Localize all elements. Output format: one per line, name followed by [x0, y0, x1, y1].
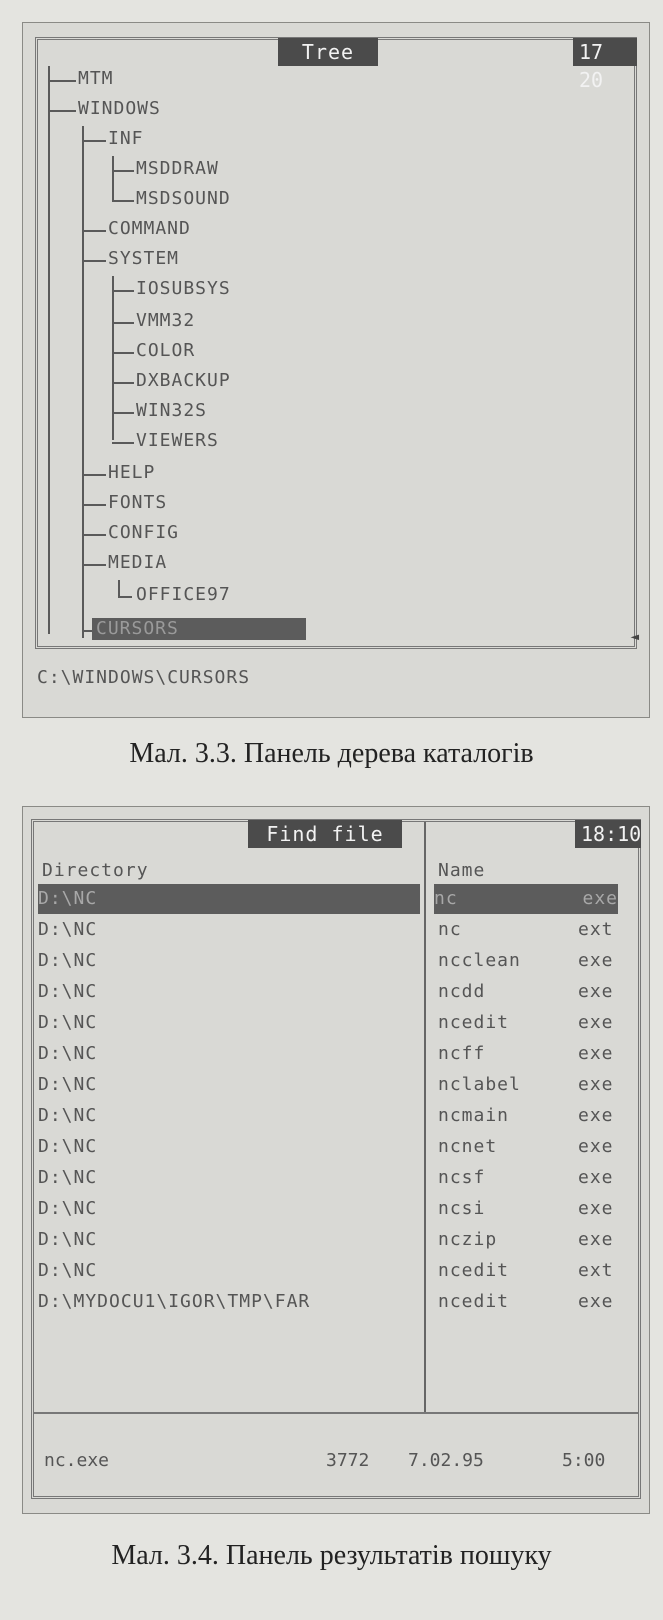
find-title: Find file: [248, 820, 402, 848]
footer-divider: [34, 1412, 638, 1414]
find-frame: [31, 819, 641, 1499]
tree-panel: [22, 22, 650, 718]
directory-column-header: Directory: [42, 860, 149, 881]
result-extension: exe: [578, 1291, 614, 1312]
result-directory: D:\MYDOCU1\IGOR\TMP\FAR: [38, 1291, 311, 1312]
tree-node-iosubsys[interactable]: IOSUBSYS: [136, 278, 231, 299]
result-directory: D:\NC: [38, 919, 98, 940]
tree-line: [112, 290, 134, 292]
result-row[interactable]: [34, 1039, 638, 1069]
result-directory: D:\NC: [38, 1043, 98, 1064]
result-directory: D:\NC: [38, 1229, 98, 1250]
find-panel: [22, 806, 650, 1514]
status-file-date: 7.02.95: [408, 1450, 484, 1471]
result-name: ncedit: [438, 1012, 510, 1033]
tree-line: [112, 156, 114, 202]
result-name: nc: [434, 884, 566, 914]
result-extension: exe: [578, 1167, 614, 1188]
tree-line: [82, 126, 84, 638]
tree-line: [82, 260, 106, 262]
result-name: ncnet: [438, 1136, 498, 1157]
result-extension: exe: [578, 981, 614, 1002]
result-row[interactable]: [34, 946, 638, 976]
result-extension: exe: [578, 1136, 614, 1157]
tree-node-color[interactable]: COLOR: [136, 340, 196, 361]
result-name: nclabel: [438, 1074, 521, 1095]
tree-line: [48, 110, 76, 112]
result-name: ncmain: [438, 1105, 510, 1126]
tree-line: [112, 382, 134, 384]
tree-node-inf[interactable]: INF: [108, 128, 144, 149]
tree-node-msddraw[interactable]: MSDDRAW: [136, 158, 219, 179]
tree-line: [82, 230, 106, 232]
tree-node-cursors[interactable]: CURSORS: [92, 618, 306, 640]
find-clock: 18:10: [575, 820, 641, 848]
tree-node-mtm[interactable]: MTM: [78, 68, 114, 89]
tree-line: [112, 170, 134, 172]
tree-line: [82, 140, 106, 142]
result-row[interactable]: [34, 884, 638, 914]
tree-frame: [35, 37, 637, 649]
result-name: ncedit: [438, 1260, 510, 1281]
tree-node-viewers[interactable]: VIEWERS: [136, 430, 219, 451]
result-directory: D:\NC: [38, 1198, 98, 1219]
result-directory: D:\NC: [38, 950, 98, 971]
result-row[interactable]: [34, 1287, 638, 1317]
result-name: ncdd: [438, 981, 486, 1002]
tree-node-vmm32[interactable]: VMM32: [136, 310, 196, 331]
tree-line: [112, 412, 134, 414]
tree-node-win32s[interactable]: WIN32S: [136, 400, 208, 421]
result-extension: exe: [578, 1105, 614, 1126]
tree-node-config[interactable]: CONFIG: [108, 522, 180, 543]
tree-node-fonts[interactable]: FONTS: [108, 492, 168, 513]
result-directory: D:\NC: [38, 981, 98, 1002]
result-extension: exe: [566, 884, 618, 914]
result-row[interactable]: [34, 1256, 638, 1286]
result-row[interactable]: [34, 1008, 638, 1038]
status-file-time: 5:00: [562, 1450, 606, 1471]
tree-node-system[interactable]: SYSTEM: [108, 248, 180, 269]
result-name: ncclean: [438, 950, 521, 971]
result-row[interactable]: [34, 1163, 638, 1193]
result-extension: exe: [578, 1229, 614, 1250]
result-name: nc: [438, 919, 462, 940]
result-extension: exe: [578, 1012, 614, 1033]
status-file-name: nc.exe: [44, 1450, 110, 1471]
tree-line: [82, 474, 106, 476]
figure-caption-tree: Мал. 3.3. Панель дерева каталогів: [129, 738, 534, 769]
tree-line: [112, 352, 134, 354]
tree-node-dxbackup[interactable]: DXBACKUP: [136, 370, 231, 391]
tree-node-command[interactable]: COMMAND: [108, 218, 191, 239]
tree-line: [112, 276, 114, 440]
result-row[interactable]: [34, 1132, 638, 1162]
result-row[interactable]: [34, 1070, 638, 1100]
result-directory: D:\NC: [38, 1012, 98, 1033]
result-directory: D:\NC: [38, 1167, 98, 1188]
result-row[interactable]: [34, 1225, 638, 1255]
tree-line: [112, 200, 134, 202]
tree-title: Tree: [278, 38, 378, 66]
name-column-header: Name: [438, 860, 486, 881]
result-row[interactable]: [34, 1194, 638, 1224]
tree-line: [82, 534, 106, 536]
tree-line: [112, 442, 134, 444]
current-path: C:\WINDOWS\CURSORS: [37, 667, 251, 688]
result-name: nczip: [438, 1229, 498, 1250]
pointer-arrow-icon: ◄: [630, 629, 639, 645]
tree-node-windows[interactable]: WINDOWS: [78, 98, 161, 119]
tree-node-msdsound[interactable]: MSDSOUND: [136, 188, 231, 209]
result-extension: exe: [578, 1198, 614, 1219]
result-row[interactable]: [34, 1101, 638, 1131]
result-directory: D:\NC: [38, 1136, 98, 1157]
tree-node-office97[interactable]: OFFICE97: [136, 584, 231, 605]
tree-node-help[interactable]: HELP: [108, 462, 156, 483]
result-extension: exe: [578, 1043, 614, 1064]
result-directory: D:\NC: [38, 1260, 98, 1281]
tree-line: [82, 504, 106, 506]
result-extension: exe: [578, 1074, 614, 1095]
tree-line: [112, 322, 134, 324]
result-directory: D:\NC: [38, 1105, 98, 1126]
tree-line: [48, 80, 76, 82]
result-name: ncedit: [438, 1291, 510, 1312]
figure-caption-find: Мал. 3.4. Панель результатів пошуку: [111, 1540, 552, 1571]
tree-clock: 17 20: [573, 38, 637, 66]
status-file-size: 3772: [326, 1450, 370, 1471]
result-extension: ext: [578, 1260, 614, 1281]
result-name: ncsf: [438, 1167, 486, 1188]
result-row[interactable]: [34, 915, 638, 945]
result-name: ncsi: [438, 1198, 486, 1219]
tree-node-media[interactable]: MEDIA: [108, 552, 168, 573]
tree-line: [48, 66, 50, 634]
result-name: ncff: [438, 1043, 486, 1064]
result-extension: exe: [578, 950, 614, 971]
result-directory: D:\NC: [38, 884, 420, 914]
tree-line: [118, 596, 132, 598]
result-row[interactable]: [34, 977, 638, 1007]
result-directory: D:\NC: [38, 1074, 98, 1095]
tree-line: [82, 564, 106, 566]
result-extension: ext: [578, 919, 614, 940]
